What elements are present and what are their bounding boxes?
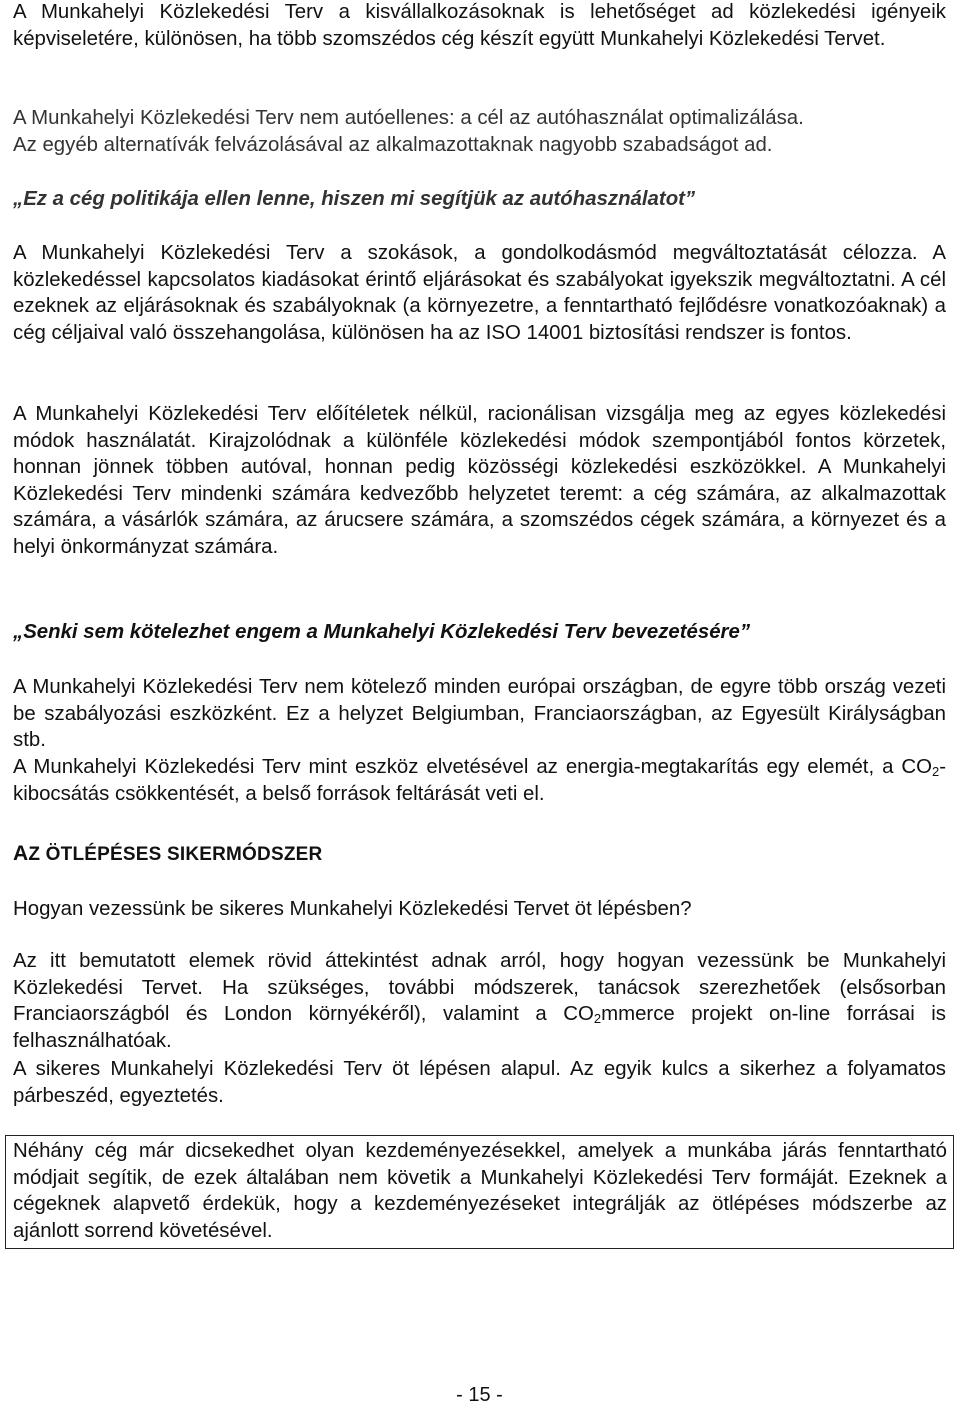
page-number: - 15 - <box>456 1384 503 1406</box>
text-part: A Munkahelyi Közlekedési Terv mint eszköz elvetésével az energia-megtakarítás egy elemét, a CO <box>13 756 932 778</box>
paragraph-text: A Munkahelyi Közlekedési Terv a kisvállalkozásoknak is lehetőséget ad közlekedési igényeik képviseletére, különösen, ha több szomszédos cég készít együtt Munkahelyi Közlekedési Tervet. <box>13 1 946 50</box>
paragraph-habits <box>13 240 946 346</box>
paragraph-not-mandatory <box>13 674 946 754</box>
subscript: 2 <box>931 764 940 779</box>
section-heading-initial: A <box>13 842 29 865</box>
text-part: Az itt bemutatott elemek rövid áttekintést adnak arról, hogy hogyan vezessünk be Munkahelyi Közlekedési Tervet. Ha szükséges, további módszerek, tanácsok szerezhetőek (elsősorban Franciaországból és London környékéről), valamint a CO <box>13 950 946 1025</box>
subscript: 2 <box>593 1011 602 1026</box>
heading-objection-1 <box>13 185 946 213</box>
paragraph-question <box>13 896 946 923</box>
heading-objection-2 <box>13 618 946 646</box>
paragraph-co2 <box>13 754 946 807</box>
paragraph-intro <box>13 0 946 52</box>
paragraph-text: A Munkahelyi Közlekedési Terv nem kötelező minden európai országban, de egyre több ország vezeti be szabályozási eszközként. Ez a helyzet Belgiumban, Franciaországban, az Egyesült Királyságban stb. <box>13 676 946 751</box>
italic-heading: „Senki sem kötelezhet engem a Munkahelyi Közlekedési Terv bevezetésére” <box>13 621 751 643</box>
paragraph-line: Az egyéb alternatívák felvázolásával az alkalmazottaknak nagyobb szabadságot ad. <box>13 133 773 156</box>
section-title <box>13 841 946 869</box>
paragraph-text <box>13 948 946 1054</box>
paragraph-analysis <box>13 401 946 560</box>
boxed-note <box>5 1135 954 1249</box>
paragraph-overview <box>13 948 946 1054</box>
paragraph-five-steps <box>13 1056 946 1109</box>
section-heading <box>13 841 946 869</box>
text-part: -kibocsátás csökkentését, a belső források feltárását veti el. <box>13 756 946 805</box>
paragraph-not-anti-car <box>13 105 946 158</box>
paragraph-text: Hogyan vezessünk be sikeres Munkahelyi Közlekedési Tervet öt lépésben? <box>13 898 692 920</box>
section-heading-rest: Z ÖTLÉPÉSES SIKERMÓDSZER <box>28 844 323 865</box>
paragraph-text <box>13 754 946 807</box>
italic-heading: „Ez a cég politikája ellen lenne, hiszen mi segítjük az autóhasználatot” <box>13 188 696 210</box>
text-part: mmerce projekt on-line forrásai is felhasználhatóak. <box>13 1003 946 1052</box>
paragraph-text: A Munkahelyi Közlekedési Terv előítéletek nélkül, racionálisan vizsgálja meg az egyes közlekedési módok használatát. Kirajzolódnak a különféle közlekedési módok szempontjából fontos körzetek, honnan jönnek többen autóval, honnan pedig közösségi közlekedési eszközökkel. A Munkahelyi Közlekedési Terv mindenki számára kedvezőbb helyzetet teremt: a cég számára, az alkalmazottak számára, a vásárlók számára, az árucsere számára, a szomszédos cégek számára, a környezet és a helyi önkormányzat számára. <box>13 403 946 558</box>
paragraph-text: A Munkahelyi Közlekedési Terv a szokások, a gondolkodásmód megváltoztatását célozza. A közlekedéssel kapcsolatos kiadásokat érintő eljárásokat és szabályokat igyekszik megváltoztatni. A cél ezeknek az eljárásoknak és szabályoknak (a környezetre, a fenntartható fejlődésre vonatkozóaknak) a cég céljaival való összehangolása, különösen ha az ISO 14001 biztosítási rendszer is fontos. <box>13 242 946 344</box>
paragraph-text: A sikeres Munkahelyi Közlekedési Terv öt lépésen alapul. Az egyik kulcs a sikerhez a folyamatos párbeszéd, egyeztetés. <box>13 1058 946 1107</box>
boxed-note-text: Néhány cég már dicsekedhet olyan kezdeményezésekkel, amelyek a munkába járás fenntartható módjait segítik, de ezek általában nem követik a Munkahelyi Közlekedési Terv formáját. Ezeknek a cégeknek alapvető érdekük, hogy a kezdeményezéseket integrálják az ötlépéses módszerbe az ajánlott sorrend követésével. <box>13 1140 947 1242</box>
paragraph-line: A Munkahelyi Közlekedési Terv nem autóellenes: a cél az autóhasználat optimalizálása. <box>13 107 804 129</box>
